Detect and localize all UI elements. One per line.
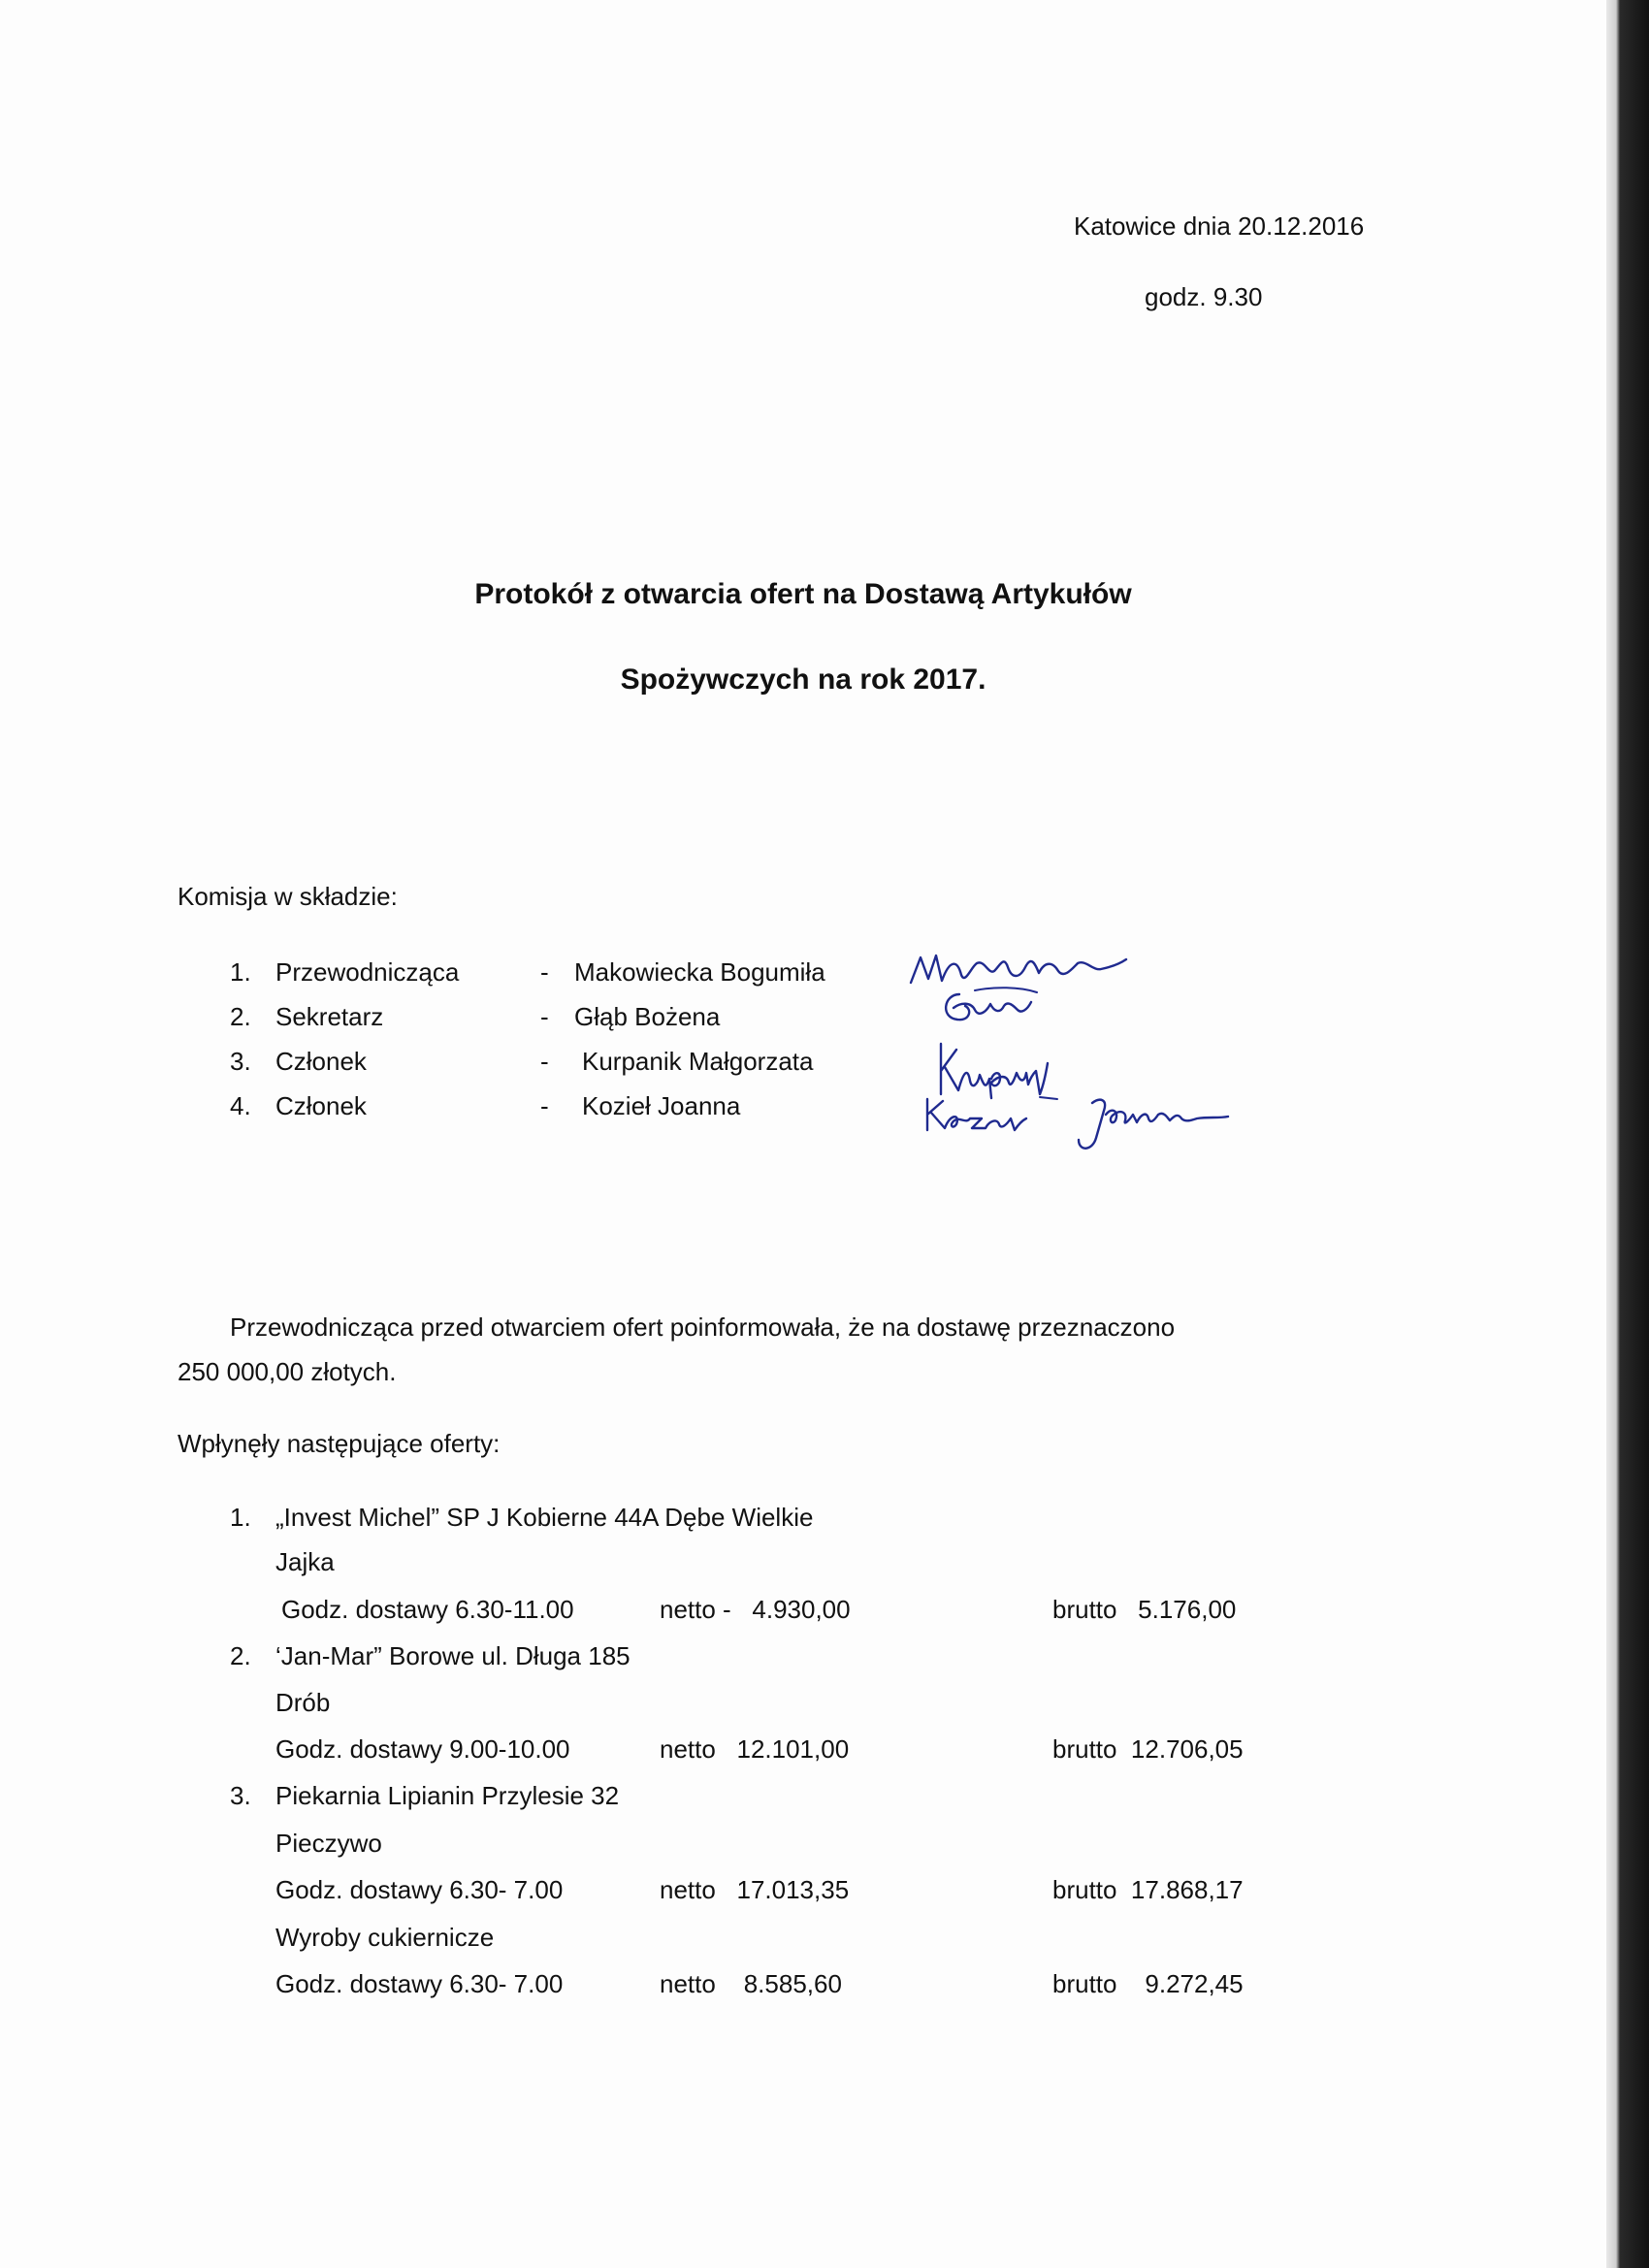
offer-brutto: brutto 5.176,00	[1052, 1595, 1237, 1624]
member-name: Głąb Bożena	[574, 1002, 721, 1031]
member-dash: -	[540, 1091, 549, 1120]
offer-number: 3.	[230, 1781, 251, 1810]
offer-delivery-hours: Godz. dostawy 9.00-10.00	[275, 1734, 570, 1764]
offer-number: 2.	[230, 1641, 251, 1670]
offer-product: Pieczywo	[275, 1829, 382, 1858]
info-line-2: 250 000,00 złotych.	[178, 1357, 397, 1386]
place-date: Katowice dnia 20.12.2016	[1074, 211, 1365, 241]
offers-heading: Wpłynęły następujące oferty:	[178, 1429, 501, 1458]
member-name: Makowiecka Bogumiła	[574, 957, 825, 987]
offer-delivery-hours: Godz. dostawy 6.30-11.00	[281, 1595, 574, 1624]
member-role: Członek	[275, 1047, 367, 1076]
offer-number: 1.	[230, 1503, 251, 1532]
offer-netto: netto - 4.930,00	[660, 1595, 851, 1624]
offer-netto: netto 17.013,35	[660, 1875, 850, 1904]
member-name: Kozieł Joanna	[582, 1091, 741, 1120]
member-name: Kurpanik Małgorzata	[582, 1047, 814, 1076]
offer-brutto: brutto 9.272,45	[1052, 1969, 1244, 1998]
offer-product: Jajka	[275, 1547, 335, 1576]
scan-edge	[1606, 0, 1649, 2268]
title-line-1: Protokół z otwarcia ofert na Dostawą Artykułów	[474, 578, 1132, 610]
member-dash: -	[540, 957, 549, 987]
member-number: 1.	[230, 957, 251, 987]
member-role: Sekretarz	[275, 1002, 384, 1031]
member-number: 3.	[230, 1047, 251, 1076]
offer-netto: netto 12.101,00	[660, 1734, 850, 1764]
member-number: 4.	[230, 1091, 251, 1120]
signature-koziel-joanna	[922, 1091, 1232, 1164]
offer-brutto: brutto 12.706,05	[1052, 1734, 1244, 1764]
offer-company: „Invest Michel” SP J Kobierne 44A Dębe Wielkie	[275, 1503, 814, 1532]
time: godz. 9.30	[1145, 282, 1263, 311]
signature-glab	[936, 985, 1043, 1033]
member-role: Członek	[275, 1091, 367, 1120]
committee-heading: Komisja w składzie:	[178, 882, 398, 911]
title-line-2: Spożywczych na rok 2017.	[620, 664, 986, 696]
member-role: Przewodnicząca	[275, 957, 460, 987]
offer-delivery-hours: Godz. dostawy 6.30- 7.00	[275, 1969, 564, 1998]
info-line-1: Przewodnicząca przed otwarciem ofert poinformowała, że na dostawę przeznaczono	[230, 1312, 1176, 1342]
offer-company: Piekarnia Lipianin Przylesie 32	[275, 1781, 620, 1810]
offer-netto: netto 8.585,60	[660, 1969, 842, 1998]
member-number: 2.	[230, 1002, 251, 1031]
member-dash: -	[540, 1047, 549, 1076]
offer-product: Wyroby cukiernicze	[275, 1923, 495, 1952]
offer-delivery-hours: Godz. dostawy 6.30- 7.00	[275, 1875, 564, 1904]
offer-product: Drób	[275, 1688, 331, 1717]
offer-brutto: brutto 17.868,17	[1052, 1875, 1244, 1904]
offer-company: ‘Jan-Mar” Borowe ul. Długa 185	[275, 1641, 630, 1670]
member-dash: -	[540, 1002, 549, 1031]
